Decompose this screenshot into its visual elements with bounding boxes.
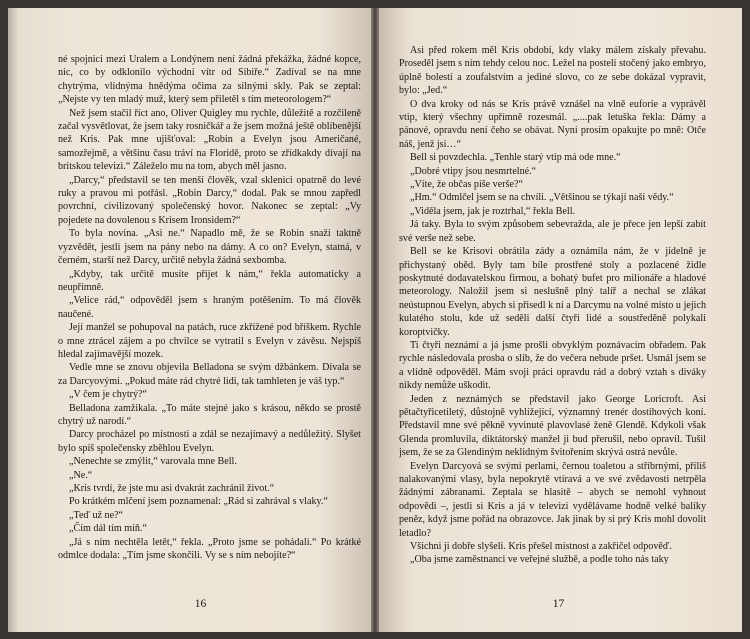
- paragraph: né spojnici mezi Uralem a Londýnem není žádná překážka, žádné kopce, nic, co by odklonilo východní vítr od Sibiře.“ Zadíval se na mne chytrýma, vlídnýma hnědýma očima za silnými skly. Pak se zeptal: „Nejste vy ten mladý muž, který sem přiletěl s tím meteorologem?“: [58, 54, 361, 106]
- paragraph: Evelyn Darcyová se svými perlami, černou toaletou a stříbrnými, příliš nalakovanými vlasy, byla nepokrytě vtíravá a ve své zvědavosti netrpěla žádnými zábranami. Zeptala se hlasitě – abych se nemohl vyhnout odpovědi –, jestli si Kris a já v televizi vydělávame hodně velké balíky peněz, když jsme pořád na obrazovce. Jak jinak by si prý Kris mohl dovolit letadlo?: [399, 460, 706, 539]
- paragraph: To byla novina. „Asi ne.“ Napadlo mě, že se Robin snaží taktně vyzvědět, jestli jsem na pány nebo na dámy. A co on? Evelyn, statná, v černém, starší než Darcy, určitě nebyla žádná sexbomba.: [58, 228, 361, 267]
- paragraph: „Víte, že občas píše verše?“: [410, 179, 523, 191]
- paragraph: Vedle mne se znovu objevila Belladona se svým džbánkem. Dívala se za Darcyovými. „Pokud máte rád chytré lidi, tak tamhleten je váš typ.“: [58, 362, 361, 387]
- page-edge: [8, 8, 18, 632]
- paragraph: „Čím dál tím míň.“: [69, 523, 147, 535]
- paragraph: Já taky. Byla to svým způsobem sebevražda, ale je přece jen lepší zabít své verše než sebe.: [399, 219, 706, 244]
- paragraph: „Dobré vtipy jsou nesmrtelné.“: [410, 165, 537, 177]
- open-book: [8, 8, 742, 632]
- paragraph: „Darcy,“ představil se ten menší člověk, vzal sklenici opatrně do levé ruky a pravou mi potřásl. „Robin Darcy,“ dodal. Pak se mnou zapředl povrchní, civilizovaný společenský hovor. Nakonec se zeptal: „Vy pojedete na dovolenou s Krisem Ironsidem?“: [58, 174, 361, 226]
- paragraph: „Oba jsme zaměstnanci ve veřejné službě, a podle toho nás taky: [410, 554, 669, 564]
- paragraph: „Velice rád,“ odpověděl jsem s hraným potěšením. To má člověk naučené.: [58, 295, 361, 320]
- paragraph: „Nenechte se zmýlit,“ varovala mne Bell.: [69, 456, 237, 468]
- paragraph: Asi před rokem měl Kris období, kdy vlaky málem získaly převahu. Proseděl jsem s ním tehdy celou noc. Ležel na posteli stočený jako embryo, úplně bolestí a zoufalstvím a jediné slovo, co ze sebe dokázal vypravit, bylo: „Jed.“: [399, 45, 706, 97]
- paragraph: Darcy procházel po místnosti a zdál se nezajímavý a nedůležitý. Slyšet bylo spíš společensky zběhlou Evelyn.: [58, 429, 361, 454]
- paragraph: „Ne.“: [69, 469, 93, 481]
- paragraph: O dva kroky od nás se Kris právě vznášel na vlně euforie a vyprávěl vtip, který všechny upřímně rozesmál. „....pak letuška řekla: Dámy a pánové, opravdu není čeho se obávat. Nyní prosím opakujte po mně: Otče náš, jenž jsi…“: [399, 98, 706, 150]
- paragraph: „Já s ním nechtěla letět,“ řekla. „Proto jsme se pohádali.“ Po krátké odmlce dodala: „Tím jsme skončili. Vy se s ním nebojíte?“: [58, 536, 361, 562]
- paragraph: Bell se ke Krisovi obrátila zády a oznámila nám, že v jídelně je přichystaný oběd. Byly tam bíle prostřené stoly a pozlacené židle poskytnuté dodavatelskou firmou, a bohatý bufet pro milionáře a hladové meteorology. Naložil jsem si neslušně plný talíř a nechal se zlákat neústupnou Evelyn, abych si přisedl k ní a Darcymu na volné místo u jejich kulatého stolu, kde už seděli další čtyři lidé a soustředěně polykali koroptvičky.: [399, 246, 706, 338]
- paragraph: Všichni ji dobře slyšeli. Kris přešel místnost a zakřičel odpověď.: [410, 541, 672, 553]
- paragraph: „Kris tvrdí, že jste mu asi dvakrát zachránil život.“: [69, 483, 275, 494]
- paragraph: Belladona zamžikala. „To máte stejné jako s krásou, někdo se prostě chytrý už narodí.“: [58, 402, 361, 427]
- right-page-text: [399, 44, 706, 564]
- paragraph: „Hm.“ Odmlčel jsem se na chvíli. „Většinou se týkají naší vědy.“: [410, 192, 674, 204]
- book-gutter: [371, 8, 379, 632]
- paragraph: „V čem je chytrý?“: [69, 389, 147, 401]
- paragraph: Než jsem stačil říct ano, Oliver Quigley mu rychle, důležitě a rozčileně začal vysvětlovat, že jsem taky rosničkář a že jsem možná ještě oblíbenější než Kris. Pak mne ujišťoval: „Robin a Evelyn jsou Američané, samozřejmě, a většinu času tráví na Floridě, proto se zřídkakdy dívají na britskou televizi.“ Záleželo mu na tom, abych měl jasno.: [58, 107, 361, 173]
- paragraph: Jeden z neznámých se představil jako George Loricroft. Asi pětačtyřicetiletý, důstojně vyhlížející, významný trenér dostihových koní. Představil mne své pěkně vyvinuté plavovlasé ženě Glendě. Kdykoli však Glenda promluvila, diktátorský manžel ji bud přerušil, nebo opravil. Tušil jsem, že se za Glendiným neklidným švitořením skrývá ostrá nevůle.: [399, 393, 706, 459]
- left-page-text: [58, 53, 361, 573]
- paragraph: „Kdyby, tak určitě musíte přijet k nám,“ řekla automaticky a neupřímně.: [58, 268, 361, 293]
- paragraph: Ti čtyři neznámí a já jsme prošli obvyklým poznávacím obřadem. Pak rychle následovala prosba o slib, že do večera nebude pršet. Usmál jsem se a vlídně odpověděl. Mám svoji práci opravdu rád a dobrý vztah s diváky nikdy nemůže uškodit.: [399, 339, 706, 392]
- left-page-number: 16: [194, 598, 207, 610]
- paragraph: „Viděla jsem, jak je roztrhal,“ řekla Bell.: [410, 205, 576, 217]
- right-page-number: 17: [552, 598, 565, 610]
- left-page: [8, 8, 375, 632]
- right-page: [375, 8, 742, 632]
- paragraph: „Teď už ne?“: [69, 509, 124, 521]
- paragraph: Bell si povzdechla. „Tenhle starý vtip má ode mne.“: [410, 152, 621, 164]
- paragraph: Její manžel se pohupoval na patách, ruce zkřížené pod bříškem. Rychle o mne ztrácel zájem a po chvilce se vytratil s Evelyn v závěsu. Nejspíš hledal zajímavější mozek.: [58, 322, 361, 360]
- paragraph: Po krátkém mlčení jsem poznamenal: „Rád si zahrával s vlaky.“: [69, 496, 328, 508]
